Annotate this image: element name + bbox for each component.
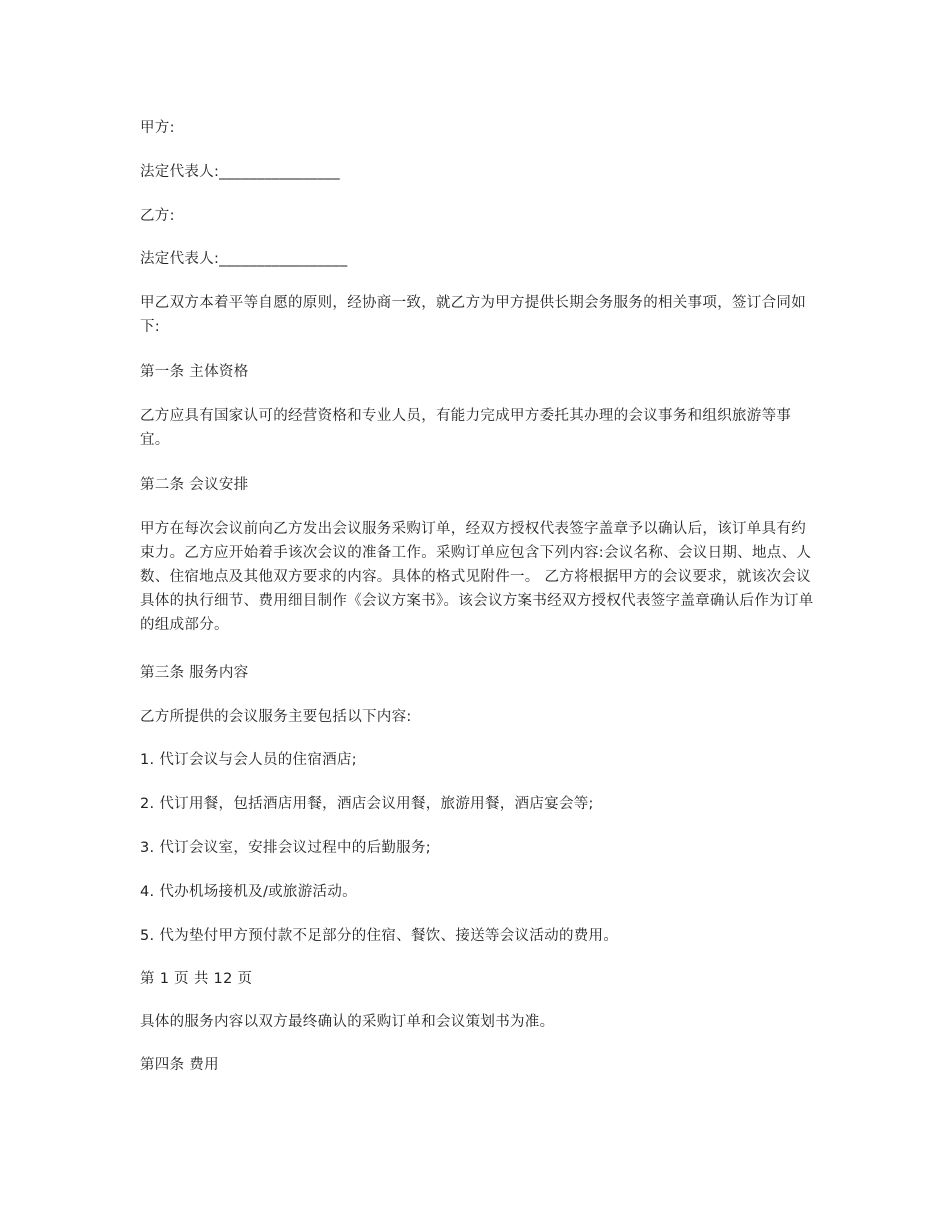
article-4-title: 第四条 费用 [140, 1057, 219, 1073]
party-b-label: 乙方: [140, 208, 175, 224]
article-3-intro: 乙方所提供的会议服务主要包括以下内容: [140, 709, 412, 725]
service-item-2: 2. 代订用餐，包括酒店用餐，酒店会议用餐，旅游用餐，酒店宴会等; [140, 796, 594, 812]
article-3-title: 第三条 服务内容 [140, 665, 249, 681]
service-item-5: 5. 代为垫付甲方预付款不足部分的住宿、餐饮、接送等会议活动的费用。 [140, 928, 619, 944]
party-a-representative: 法定代表人:________________ [140, 164, 340, 180]
party-b-representative: 法定代表人:_________________ [140, 251, 348, 267]
page-footer: 第 1 页 共 12 页 [140, 971, 253, 987]
article-1-body: 乙方应具有国家认可的经营资格和专业人员，有能力完成甲方委托其办理的会议事务和组织旅游等事宜。 [140, 408, 792, 448]
service-item-4: 4. 代办机场接机及/或旅游活动。 [140, 884, 357, 900]
service-item-3: 3. 代订会议室，安排会议过程中的后勤服务; [140, 840, 431, 856]
article-2-body: 甲方在每次会议前向乙方发出会议服务采购订单，经双方授权代表签字盖章予以确认后，该订单具有约束力。乙方应开始着手该次会议的准备工作。采购订单应包含下列内容:会议名称、会议日期、地点、人数、住宿地点及其他双方要求的内容。具体的格式见附件一。 乙方将根据甲方的会议要求，就该次会议具体的执行细节、费用细目制作《会议方案书》。该会议方案书经双方授权代表签字盖章确认后作为订单的组成部分。 [140, 521, 814, 633]
article-3-note: 具体的服务内容以双方最终确认的采购订单和会议策划书为准。 [140, 1014, 555, 1030]
service-item-1: 1. 代订会议与会人员的住宿酒店; [140, 752, 357, 768]
intro-paragraph: 甲乙双方本着平等自愿的原则，经协商一致，就乙方为甲方提供长期会务服务的相关事项，签订合同如下: [140, 295, 806, 335]
article-2-title: 第二条 会议安排 [140, 477, 249, 493]
article-1-title: 第一条 主体资格 [140, 364, 249, 380]
party-a-label: 甲方: [140, 120, 175, 136]
